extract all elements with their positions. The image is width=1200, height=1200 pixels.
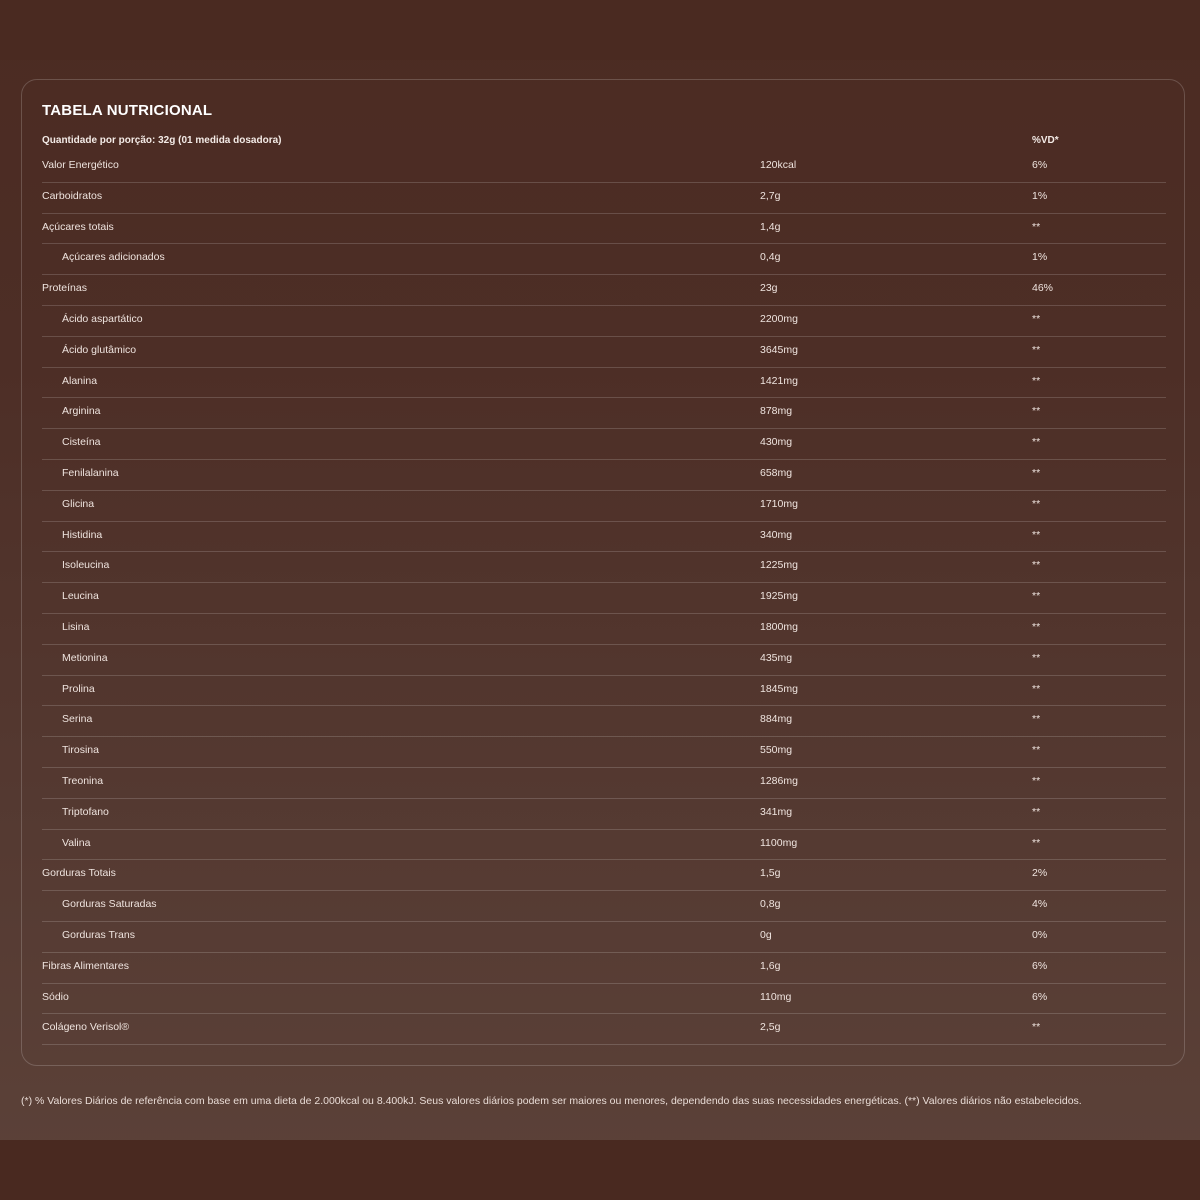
table-row (42, 676, 1166, 707)
nutrient-daily-value: ** (1032, 405, 1041, 418)
table-row (42, 737, 1166, 768)
nutrient-daily-value: 6% (1032, 959, 1048, 972)
nutrient-label: Gorduras Totais (42, 867, 116, 880)
nutrient-amount: 1286mg (760, 774, 798, 787)
table-row (42, 275, 1166, 306)
nutrient-daily-value: ** (1032, 774, 1041, 787)
nutrient-amount: 23g (760, 282, 778, 295)
nutrient-amount: 1845mg (760, 682, 798, 695)
nutrient-amount: 1,6g (760, 959, 781, 972)
table-row (42, 429, 1166, 460)
nutrient-label: Arginina (62, 405, 101, 418)
nutrient-label: Valina (62, 836, 91, 849)
table-row (42, 1014, 1166, 1045)
nutrient-label: Treonina (62, 774, 104, 787)
table-row (42, 645, 1166, 676)
nutrient-label: Ácido glutâmico (62, 343, 137, 356)
nutrient-amount: 340mg (760, 528, 793, 541)
nutrient-daily-value: ** (1032, 836, 1041, 849)
table-row (42, 244, 1166, 275)
table-row (42, 891, 1166, 922)
nutrient-daily-value: ** (1032, 528, 1041, 541)
nutrient-amount: 1100mg (760, 836, 798, 849)
nutrient-amount: 1225mg (760, 559, 798, 572)
table-row (42, 768, 1166, 799)
daily-value-header: %VD* (1032, 135, 1059, 146)
table-row (42, 799, 1166, 830)
nutrient-amount: 435mg (760, 651, 793, 664)
nutrient-daily-value: 6% (1032, 159, 1048, 171)
nutrient-amount: 2,7g (760, 189, 781, 202)
nutrient-amount: 2200mg (760, 312, 798, 325)
table-title: TABELA NUTRICIONAL (42, 102, 213, 119)
nutrient-amount: 2,5g (760, 1021, 781, 1034)
table-row (42, 830, 1166, 861)
table-row (42, 460, 1166, 491)
nutrient-daily-value: ** (1032, 220, 1041, 233)
nutrient-amount: 658mg (760, 466, 793, 479)
nutrient-label: Proteínas (42, 282, 87, 295)
nutrient-label: Gorduras Saturadas (62, 898, 157, 911)
nutrient-label: Histidina (62, 528, 103, 541)
nutrient-daily-value: 0% (1032, 928, 1048, 941)
nutrient-label: Serina (62, 713, 93, 726)
nutrient-label: Sódio (42, 990, 69, 1003)
nutrient-daily-value: 4% (1032, 898, 1048, 911)
nutrient-daily-value: 1% (1032, 251, 1048, 264)
nutrient-label: Alanina (62, 374, 98, 387)
table-row (42, 860, 1166, 891)
table-row (42, 152, 1166, 183)
table-row (42, 522, 1166, 553)
footnote: (*) % Valores Diários de referência com base em uma dieta de 2.000kcal ou 8.400kJ. Seus valores diários podem ser maiores ou menores, dependendo das suas necessidades energéticas. (**) Valores diários não estabelecidos. (21, 1095, 1082, 1107)
nutrient-label: Prolina (62, 682, 95, 695)
nutrient-daily-value: 46% (1032, 282, 1054, 295)
nutrient-daily-value: ** (1032, 374, 1041, 387)
nutrient-amount: 884mg (760, 713, 793, 726)
nutrient-amount: 1421mg (760, 374, 798, 387)
nutrient-amount: 1925mg (760, 590, 798, 603)
table-row (42, 614, 1166, 645)
nutrient-label: Lisina (62, 620, 90, 633)
nutrient-daily-value: ** (1032, 744, 1041, 757)
nutrient-daily-value: ** (1032, 343, 1041, 356)
nutrient-label: Leucina (62, 590, 99, 603)
nutrient-amount: 110mg (760, 990, 792, 1003)
nutrient-label: Ácido aspartático (62, 312, 143, 325)
nutrient-label: Açúcares totais (42, 220, 114, 233)
nutrient-label: Valor Energético (42, 159, 119, 171)
nutrient-label: Fibras Alimentares (42, 959, 129, 972)
table-row (42, 491, 1166, 522)
nutrient-daily-value: 6% (1032, 990, 1048, 1003)
serving-size-label: Quantidade por porção: 32g (01 medida dosadora) (42, 135, 282, 146)
table-row (42, 706, 1166, 737)
table-row (42, 398, 1166, 429)
nutrient-amount: 550mg (760, 744, 793, 757)
nutrient-amount: 1710mg (760, 497, 798, 510)
table-row (42, 214, 1166, 245)
nutrient-daily-value: ** (1032, 1021, 1041, 1034)
table-row (42, 953, 1166, 984)
nutrient-amount: 0,4g (760, 251, 781, 264)
table-row (42, 583, 1166, 614)
table-row (42, 337, 1166, 368)
nutrient-daily-value: ** (1032, 713, 1041, 726)
nutrient-amount: 878mg (760, 405, 793, 418)
nutrient-label: Isoleucina (62, 559, 110, 572)
nutrient-daily-value: ** (1032, 620, 1041, 633)
nutrient-amount: 3645mg (760, 343, 798, 356)
nutrient-amount: 1800mg (760, 620, 798, 633)
nutrient-daily-value: ** (1032, 559, 1041, 572)
nutrient-amount: 120kcal (760, 159, 797, 171)
nutrient-daily-value: ** (1032, 590, 1041, 603)
table-row (42, 922, 1166, 953)
nutrient-daily-value: ** (1032, 651, 1041, 664)
nutrition-rows (42, 152, 1166, 1045)
nutrient-amount: 1,4g (760, 220, 781, 233)
nutrient-label: Cisteína (62, 436, 101, 449)
nutrient-daily-value: ** (1032, 805, 1041, 818)
nutrient-label: Açúcares adicionados (62, 251, 165, 264)
table-header (42, 135, 1166, 153)
nutrient-daily-value: ** (1032, 466, 1041, 479)
nutrient-label: Gorduras Trans (62, 928, 135, 941)
nutrient-daily-value: ** (1032, 682, 1041, 695)
nutrient-amount: 430mg (760, 436, 793, 449)
nutrient-label: Tirosina (62, 744, 99, 757)
nutrient-amount: 341mg (760, 805, 793, 818)
nutrient-daily-value: ** (1032, 436, 1041, 449)
nutrient-label: Colágeno Verisol® (42, 1021, 130, 1034)
nutrient-amount: 0,8g (760, 898, 781, 911)
nutrient-daily-value: 2% (1032, 867, 1048, 880)
nutrient-amount: 0g (760, 928, 772, 941)
table-row (42, 984, 1166, 1015)
nutrient-daily-value: ** (1032, 312, 1041, 325)
nutrient-amount: 1,5g (760, 867, 781, 880)
nutrient-label: Metionina (62, 651, 108, 664)
top-band (0, 0, 1200, 60)
nutrient-label: Fenilalanina (62, 466, 119, 479)
table-row (42, 183, 1166, 214)
nutrient-label: Glicina (62, 497, 95, 510)
nutrient-daily-value: ** (1032, 497, 1041, 510)
bottom-band (0, 1140, 1200, 1200)
nutrient-label: Carboidratos (42, 189, 103, 202)
nutrient-daily-value: 1% (1032, 189, 1048, 202)
table-row (42, 306, 1166, 337)
table-row (42, 368, 1166, 399)
table-row (42, 552, 1166, 583)
nutrient-label: Triptofano (62, 805, 109, 818)
